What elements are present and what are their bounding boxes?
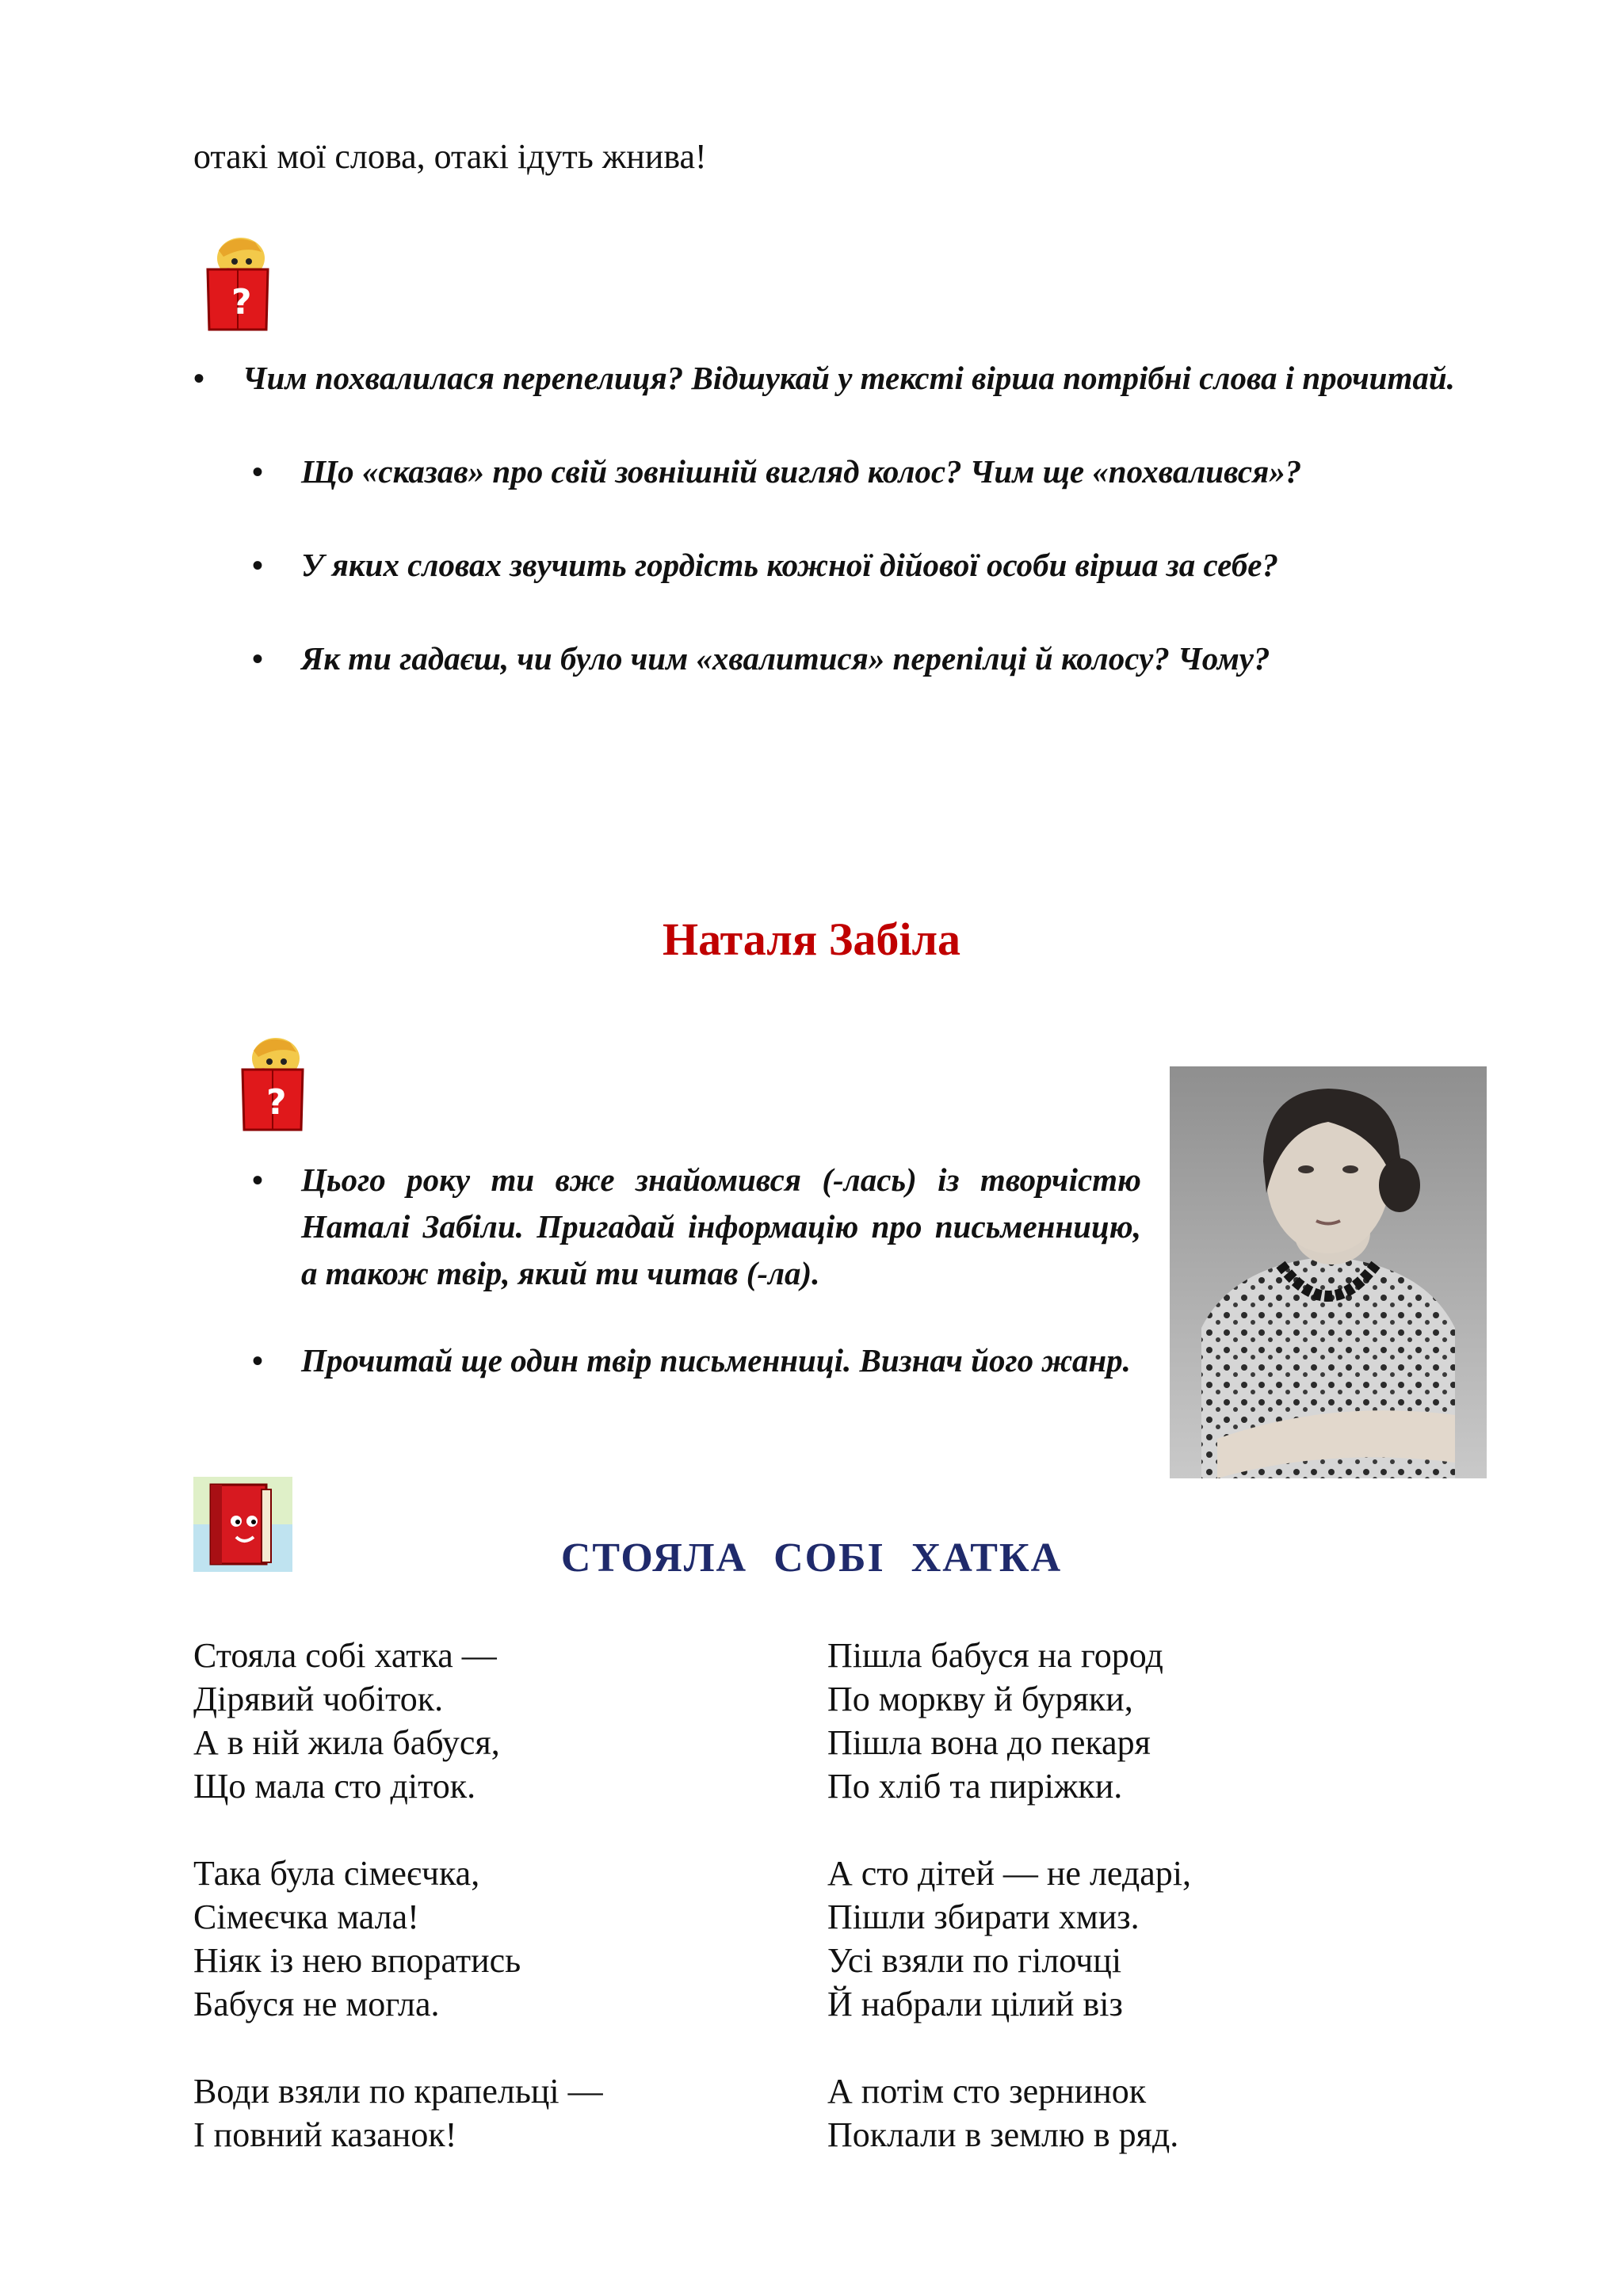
poem-line: А сто дітей — не ледарі, [827,1854,1191,1893]
poem-line: І повний казанок! [193,2115,457,2154]
question-item: • У яких словах звучить гордість кожної дійової особи вірша за себе? [301,542,1503,589]
question-item: • Прочитай ще один твір письменниці. Визнач його жанр. [301,1337,1141,1384]
stanza [827,1852,1191,2026]
poem-line: Пішла бабуся на город [827,1636,1163,1675]
poem-left-column [193,1634,603,2200]
question-item: • Цього року ти вже знайомився (-лась) із творчістю Наталі Забіли. Пригадай інформацію про письменницю, а також твір, який ти читав (-ла). [301,1157,1141,1297]
poem-line: Й набрали цілий віз [827,1985,1123,2023]
poem-line: А в ній жила бабуся, [193,1723,500,1762]
stanza [827,2069,1191,2157]
poem-line: Води взяли по крапельці — [193,2072,603,2111]
svg-text:?: ? [231,282,252,322]
poem-line: Пішли збирати хмиз. [827,1897,1140,1936]
continuation-line: отакі мої слова, отакі ідуть жнива! [193,137,707,176]
stanza [827,1634,1191,1808]
poem-line: Сімеєчка мала! [193,1897,419,1936]
poem-line: Дірявий чобіток. [193,1680,444,1718]
author-portrait [1170,1066,1487,1478]
poem-line: Ніяк із нею впоратись [193,1941,521,1980]
stanza [193,1634,603,1808]
poem-line: Бабуся не могла. [193,1985,440,2023]
stanza [193,2069,603,2157]
stanza [193,1852,603,2026]
poem-right-column [827,1634,1191,2200]
poem-line: Що мала сто діток. [193,1767,476,1806]
question-book-icon [235,1035,311,1133]
question-book-icon [200,235,276,333]
poem-title: СТОЯЛА СОБІ ХАТКА [560,1535,1063,1581]
poem-line: Поклали в землю в ряд. [827,2115,1179,2154]
poem-line: Стояла собі хатка — [193,1636,497,1675]
svg-text:?: ? [266,1082,287,1123]
poem-line: Усі взяли по гілочці [827,1941,1122,1980]
question-item: • Чим похвалилася перепелиця? Відшукай у тексті вірша потрібні слова і прочитай. [242,355,1503,402]
question-item: • Що «сказав» про свій зовнішній вигляд колос? Чим ще «похвалився»? [301,448,1503,495]
poem-line: По хліб та пиріжки. [827,1767,1123,1806]
poem-line: А потім сто зернинок [827,2072,1147,2111]
author-heading: Наталя Забіла [662,913,960,965]
question-item: • Як ти гадаєш, чи було чим «хвалитися» перепілці й колосу? Чому? [301,635,1503,682]
poem-line: По моркву й буряки, [827,1680,1133,1718]
poem-line: Така була сімеєчка, [193,1854,480,1893]
poem-line: Пішла вона до пекаря [827,1723,1151,1762]
